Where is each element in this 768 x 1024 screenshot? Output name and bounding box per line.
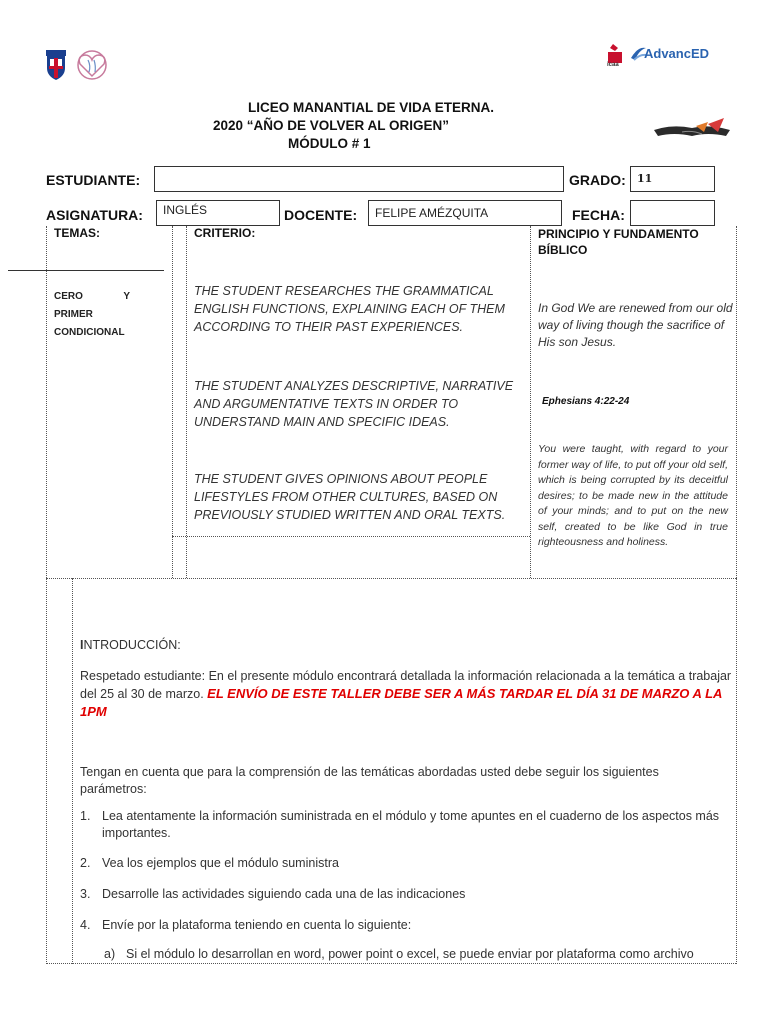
- criteria-table: [46, 226, 738, 578]
- estudiante-label: ESTUDIANTE:: [46, 172, 141, 188]
- school-shield-icon: [44, 46, 114, 84]
- instruction-number: 3.: [80, 887, 91, 901]
- intro-paragraph-2: Tengan en cuenta que para la comprensión de las temáticas abordadas usted debe seguir los siguientes parámetros:: [80, 765, 659, 796]
- fecha-field[interactable]: [630, 200, 715, 226]
- intro-margin-line: [72, 578, 73, 964]
- tema-word-primer: PRIMER: [54, 309, 93, 320]
- intro-heading-initial: I: [80, 638, 84, 652]
- intro-border-bottom: [46, 963, 736, 964]
- criterio-3: THE STUDENT GIVES OPINIONS ABOUT PEOPLE LIFESTYLES FROM OTHER CULTURES, BASED ON PREVIOUSLY STUDIED WRITTEN AND ORAL TEXTS.: [194, 472, 506, 522]
- intro-border-right: [736, 578, 737, 964]
- criterio-1: THE STUDENT RESEARCHES THE GRAMMATICAL ENGLISH FUNCTIONS, EXPLAINING EACH OF THEM ACCORDING TO THEIR PAST EXPERIENCES.: [194, 284, 505, 334]
- instruction-number: 4.: [80, 918, 91, 932]
- tema-word-cero: CERO: [54, 291, 83, 302]
- accreditation-logos: [604, 40, 744, 74]
- grado-label: GRADO:: [569, 172, 626, 188]
- instruction-item-4: [80, 917, 730, 934]
- instruction-number: 2.: [80, 856, 91, 870]
- icaa-text: icaa: [607, 62, 619, 68]
- intro-section: [46, 578, 738, 964]
- docente-field[interactable]: FELIPE AMÉZQUITA: [368, 200, 562, 226]
- intro-heading-colon: :: [177, 638, 181, 652]
- col-divider-1: [172, 226, 173, 578]
- fecha-label: FECHA:: [572, 207, 625, 223]
- advanced-logo-text: AdvancED: [644, 46, 710, 61]
- instruction-item-2: [80, 855, 730, 872]
- row-divider: [172, 536, 530, 537]
- principio-header: PRINCIPIO Y FUNDAMENTO BÍBLICO: [538, 227, 699, 257]
- instruction-text: Vea los ejemplos que el módulo suministra: [102, 856, 339, 870]
- col-divider-3: [530, 226, 531, 578]
- module-title: MÓDULO # 1: [288, 136, 371, 151]
- school-logos: [44, 46, 114, 84]
- grado-field[interactable]: 11: [630, 166, 715, 192]
- decorative-banner: [652, 118, 732, 148]
- deadline-notice: EL ENVÍO DE ESTE TALLER DEBE SER A MÁS TARDAR EL DÍA 31 DE MARZO A LA 1PM: [80, 686, 722, 719]
- instruction-text: Envíe por la plataforma teniendo en cuenta lo siguiente:: [102, 918, 412, 932]
- criterio-2: THE STUDENT ANALYZES DESCRIPTIVE, NARRATIVE AND ARGUMENTATIVE TEXTS IN ORDER TO UNDERSTAND MAIN AND SPECIFIC IDEAS.: [194, 379, 514, 429]
- table-border-left: [46, 226, 47, 578]
- instruction-text: Lea atentamente la información suministrada en el módulo y tome apuntes en el cuaderno de los aspectos más importantes.: [102, 809, 720, 840]
- criterio-header: CRITERIO:: [194, 226, 256, 240]
- asignatura-label: ASIGNATURA:: [46, 207, 143, 223]
- intro-heading: [80, 638, 181, 652]
- tema-item: [54, 288, 130, 342]
- subitem-text: Si el módulo lo desarrollan en word, power point o excel, se puede enviar por plataforma como archivo: [126, 947, 694, 961]
- verse-reference: Ephesians 4:22-24: [542, 396, 630, 407]
- year-motto: 2020 “AÑO DE VOLVER AL ORIGEN”: [213, 118, 450, 133]
- temas-header: TEMAS:: [54, 226, 100, 240]
- col-divider-2: [186, 226, 187, 578]
- subitem-letter: a): [104, 947, 116, 961]
- instruction-number: 1.: [80, 809, 91, 823]
- school-name: LICEO MANANTIAL DE VIDA ETERNA.: [248, 100, 495, 115]
- tema-word-condicional: CONDICIONAL: [54, 327, 125, 338]
- instruction-text: Desarrolle las actividades siguiendo cada una de las indicaciones: [102, 887, 466, 901]
- tema-word-y: Y: [123, 291, 130, 302]
- asignatura-field[interactable]: INGLÉS: [156, 200, 280, 226]
- docente-label: DOCENTE:: [284, 207, 358, 223]
- estudiante-field[interactable]: [154, 166, 564, 192]
- table-border-right: [736, 226, 737, 578]
- intro-paragraph-1-text: Respetado estudiante: En el presente módulo encontrará detallada la información relacionada a la temática a trabajar del 25 al 30 de marzo.: [80, 669, 732, 701]
- intro-border-left: [46, 578, 47, 964]
- verse-text: You were taught, with regard to your former way of life, to put off your old self, which is being corrupted by its deceitful desires; to be made new in the attitude of your minds; and to put on the new self, created to be like God in true righteousness and holiness.: [538, 443, 728, 548]
- intro-paragraph-1: [80, 668, 732, 721]
- intro-heading-rest: NTRODUCCIÓN: [83, 638, 178, 652]
- temas-underline: [8, 270, 164, 271]
- instruction-subitem-a: [104, 946, 734, 963]
- banner-graphic-icon: [652, 118, 732, 148]
- instruction-item-1: [80, 808, 730, 842]
- principio-text: In God We are renewed from our old way of living though the sacrifice of His son Jesus.: [538, 301, 733, 349]
- instruction-item-3: [80, 886, 730, 903]
